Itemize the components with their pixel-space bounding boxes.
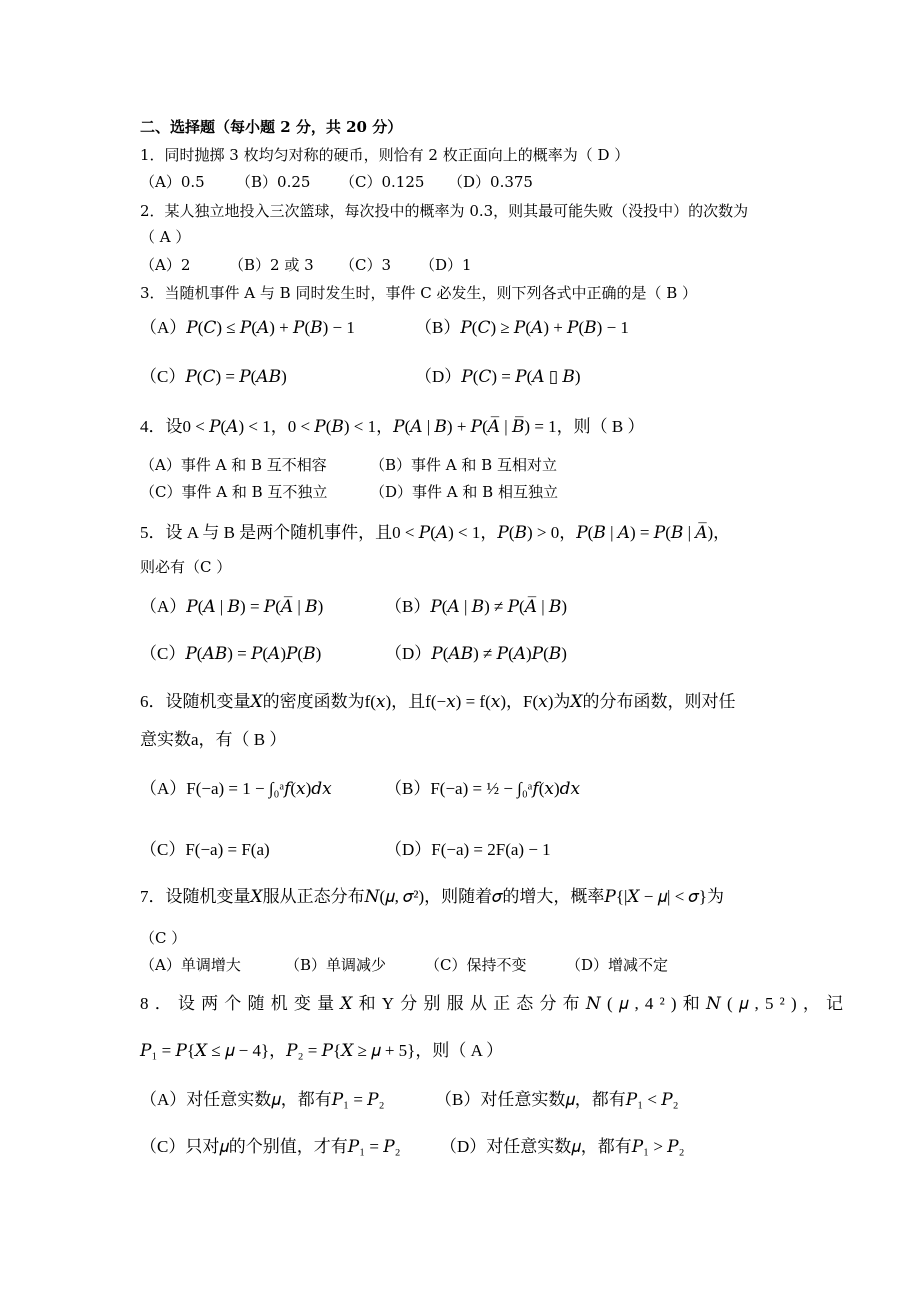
q7-option-c: （C）保持不变	[425, 956, 527, 974]
section-title: 二、选择题（每小题 2 分，共 20 分）	[140, 118, 403, 136]
q3-option-b: （B）𝑃(𝐶) ≥ 𝑃(𝐴) + 𝑃(𝐵) − 1	[415, 318, 629, 337]
q8-option-a: （A）对任意实数𝜇，都有𝑃₁ = 𝑃₂	[140, 1090, 385, 1109]
q7-stem-line1: 7．设随机变量𝑋服从正态分布𝑁(𝜇, 𝜎²)，则随着𝜎的增大，概率𝑃{|𝑋 − 𝜇| < 𝜎}为	[140, 887, 725, 906]
q3-stem: 3．当随机事件 A 与 B 同时发生时，事件 C 必发生，则下列各式中正确的是（ B ）	[140, 284, 698, 302]
q2-option-d: （D）1	[420, 256, 472, 274]
q5-stem-line1: 5．设 A 与 B 是两个随机事件，且0 < 𝑃(𝐴) < 1，𝑃(𝐵) > 0，𝑃(𝐵 | 𝐴) = 𝑃(𝐵 | 𝐴̅)，	[140, 523, 731, 542]
q8-stem-line2: 𝑃₁ = 𝑃{𝑋 ≤ 𝜇 − 4}，𝑃₂ = 𝑃{𝑋 ≥ 𝜇 + 5}，则（ A ）	[140, 1041, 504, 1060]
q1-option-b: （B）0.25	[236, 173, 311, 191]
q5-option-d: （D）𝑃(𝐴𝐵) ≠ 𝑃(𝐴)𝑃(𝐵)	[385, 644, 567, 663]
q2-stem-line1: 2．某人独立地投入三次篮球，每次投中的概率为 0.3，则其最可能失败（没投中）的次数为	[140, 202, 749, 220]
q3-option-a: （A）𝑃(𝐶) ≤ 𝑃(𝐴) + 𝑃(𝐵) − 1	[140, 318, 355, 337]
q6-option-c: （C）F(−a) = F(a)	[140, 840, 270, 859]
q8-option-d: （D）对任意实数𝜇，都有𝑃₁ > 𝑃₂	[440, 1137, 685, 1156]
q6-stem-line1: 6．设随机变量𝑋的密度函数为f(𝑥)，且f(−𝑥) = f(𝑥)，F(𝑥)为𝑋的分布函数，则对任	[140, 692, 736, 711]
q7-option-b: （B）单调减少	[285, 956, 387, 974]
q6-stem-line2: 意实数a，有（ B ）	[140, 730, 287, 749]
q4-option-c: （C）事件 A 和 B 互不独立	[140, 483, 328, 501]
q5-stem-line2: 则必有（C ）	[140, 558, 232, 576]
q1-option-d: （D）0.375	[448, 173, 533, 191]
q4-option-b: （B）事件 A 和 B 互相对立	[370, 456, 557, 474]
q7-option-d: （D）增减不定	[566, 956, 669, 974]
q5-option-a: （A）𝑃(𝐴 | 𝐵) = 𝑃(𝐴̅ | 𝐵)	[140, 597, 324, 616]
q8-option-c: （C）只对𝜇的个别值，才有𝑃₁ = 𝑃₂	[140, 1137, 401, 1156]
q8-stem-line1: 8．设两个随机变量𝑋和Y分别服从正态分布𝑁(𝜇,4²)和𝑁(𝜇,5²)，记	[140, 994, 850, 1013]
q6-option-a: （A）F(−a) = 1 − ∫₀ᵃ𝑓(𝑥)𝑑𝑥	[140, 779, 332, 798]
q1-option-c: （C）0.125	[340, 173, 425, 191]
q3-option-c: （C）𝑃(𝐶) = 𝑃(𝐴𝐵)	[140, 367, 287, 386]
q5-option-b: （B）𝑃(𝐴 | 𝐵) ≠ 𝑃(𝐴̅ | 𝐵)	[385, 597, 568, 616]
q5-option-c: （C）𝑃(𝐴𝐵) = 𝑃(𝐴)𝑃(𝐵)	[140, 644, 322, 663]
q4-stem: 4．设0 < 𝑃(𝐴) < 1，0 < 𝑃(𝐵) < 1，𝑃(𝐴 | 𝐵) + 𝑃(𝐴̅ | 𝐵̅) = 1，则（ B ）	[140, 417, 645, 436]
q7-stem-line2: （C ）	[140, 929, 187, 947]
q2-stem-line2: （ A ）	[140, 228, 191, 246]
q7-option-a: （A）单调增大	[140, 956, 241, 974]
q2-option-c: （C）3	[340, 256, 392, 274]
q4-option-a: （A）事件 A 和 B 互不相容	[140, 456, 327, 474]
q6-option-d: （D）F(−a) = 2F(a) − 1	[385, 840, 551, 859]
q3-option-d: （D）𝑃(𝐶) = 𝑃(𝐴 ▯ 𝐵)	[415, 367, 581, 386]
q1-stem: 1．同时抛掷 3 枚均匀对称的硬币，则恰有 2 枚正面向上的概率为（ D ）	[140, 146, 630, 164]
q1-option-a: （A）0.5	[140, 173, 205, 191]
q2-option-b: （B）2 或 3	[229, 256, 314, 274]
q8-option-b: （B）对任意实数𝜇，都有𝑃₁ < 𝑃₂	[435, 1090, 679, 1109]
q2-option-a: （A）2	[140, 256, 191, 274]
q4-option-d: （D）事件 A 和 B 相互独立	[370, 483, 558, 501]
q6-option-b: （B）F(−a) = ½ − ∫₀ᵃ𝑓(𝑥)𝑑𝑥	[385, 779, 581, 798]
